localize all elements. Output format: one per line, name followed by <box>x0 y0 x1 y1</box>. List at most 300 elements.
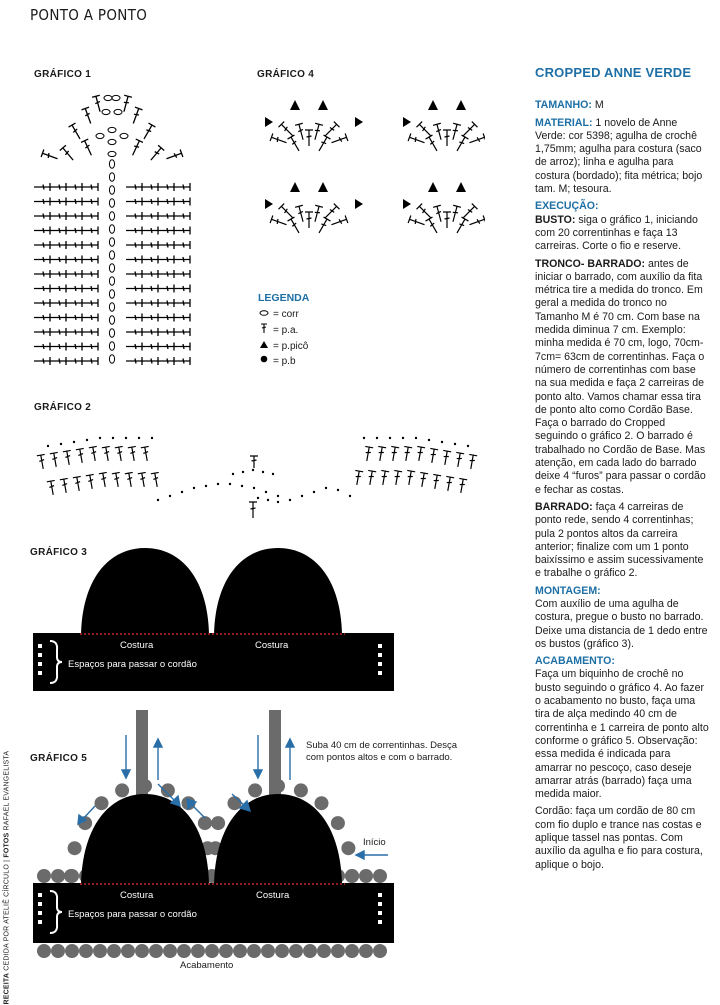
pa-stitch-icon <box>50 343 66 351</box>
dot-icon <box>301 495 303 497</box>
pa-stitch-icon <box>63 450 73 465</box>
grafico-3-labels <box>0 540 500 700</box>
busto-value: siga o gráfico 1, iniciando com 20 correntinhas e faça 13 carreiras. Corte o fio e reserve. <box>535 213 698 253</box>
chain-icon <box>109 329 114 337</box>
dot-icon <box>60 443 62 445</box>
pa-stitch-icon <box>418 472 428 487</box>
pa-stitch-icon <box>158 285 174 293</box>
bead-icon <box>294 783 308 797</box>
cordao-paragraph: Cordão: faça um cordão de 80 cm com fio duplo e trance nas costas e aplique tassel nas pontas. Com auxílio da agulha e fio para costura, aplique o bojo. <box>535 805 703 871</box>
pa-stitch-icon <box>34 212 50 220</box>
barrado-label: BARRADO: <box>535 500 593 513</box>
pa-stitch-icon <box>467 454 477 469</box>
dot-icon <box>73 441 75 443</box>
bead-icon <box>359 869 373 883</box>
montagem-paragraph: Com auxílio de uma agulha de costura, pregue o busto no barrado. Deixe uma distancia de 1 dedo entre os bustos (gráfico 3). <box>535 597 708 650</box>
dot-icon <box>337 489 339 491</box>
grafico-1-diagram <box>28 92 208 382</box>
picot-icon <box>456 182 466 192</box>
right-strap <box>269 710 281 802</box>
pa-stitch-icon <box>174 343 190 351</box>
pa-stitch-icon <box>126 270 142 278</box>
pa-stitch-icon <box>34 328 50 336</box>
chain-icon <box>120 133 128 138</box>
pa-stitch-icon <box>126 212 142 220</box>
chain-icon <box>109 160 114 168</box>
dot-icon <box>169 495 171 497</box>
pa-stitch-icon <box>34 227 50 235</box>
chain-icon <box>109 355 114 363</box>
credit-text-2: RAFAEL EVANGELISTA <box>3 750 11 833</box>
acabamento-paragraph: Faça um biquinho de crochê no busto seguindo o gráfico 4. Ao fazer o acabamento no busto, faça uma tira de alça medindo 40 cm de correntinha e 1 carreira de ponto alto conforme o gráfico 5. Observação: essa medida é indicada para amarrar no pescoço, caso deseje amarrar atrás (barrado) faça uma medida maior. <box>535 668 709 801</box>
bead-icon <box>373 869 387 883</box>
pa-stitch-icon <box>50 212 66 220</box>
pa-stitch-icon <box>126 314 142 322</box>
dot-icon <box>229 483 231 485</box>
pa-stitch-icon <box>129 139 143 157</box>
picot-icon <box>355 199 363 209</box>
pa-stitch-icon <box>142 241 158 249</box>
pa-stitch-icon <box>249 502 257 518</box>
ellipse-icon <box>258 307 270 322</box>
pa-stitch-icon <box>126 227 142 235</box>
legend-row-corr <box>258 307 309 322</box>
bead-icon <box>37 869 51 883</box>
bead-icon <box>79 944 93 958</box>
pa-stitch-icon <box>115 446 125 461</box>
barrado-paragraph <box>535 501 710 581</box>
pa-stitch-icon <box>392 470 402 485</box>
inicio-label: Início <box>363 837 386 848</box>
dot-icon <box>267 499 269 501</box>
pa-stitch-icon <box>60 145 76 162</box>
tamanho-value: M <box>591 99 604 112</box>
pa-stitch-icon <box>270 134 288 147</box>
pa-stitch-icon <box>288 217 303 235</box>
picot-icon <box>456 100 466 110</box>
pa-stitch-icon <box>142 343 158 351</box>
dot-icon <box>157 499 159 501</box>
bead-icon <box>163 944 177 958</box>
pa-stitch-icon <box>82 328 98 336</box>
pa-stitch-icon <box>34 343 50 351</box>
pa-stitch-icon <box>415 446 425 461</box>
chain-icon <box>104 95 112 100</box>
pa-stitch-icon <box>82 314 98 322</box>
dot-icon <box>232 473 234 475</box>
pa-stitch-icon <box>174 256 190 264</box>
tamanho-paragraph <box>535 99 710 112</box>
pa-stitch-icon <box>60 478 70 493</box>
dot-icon <box>86 439 88 441</box>
pa-stitch-icon <box>151 472 161 487</box>
pa-stitch-icon <box>142 357 158 365</box>
pa-stitch-icon <box>316 135 331 153</box>
picot-icon <box>428 182 438 192</box>
legend-title: LEGENDA <box>258 292 310 304</box>
dot-icon <box>193 487 195 489</box>
costura-label-right: Costura <box>255 640 289 651</box>
pa-stitch-icon <box>454 452 464 467</box>
dot-icon <box>217 483 219 485</box>
recipe-column <box>535 66 710 876</box>
bead-icon <box>275 944 289 958</box>
pa-stitch-icon <box>82 107 95 125</box>
pa-stitch-icon <box>389 446 399 461</box>
pa-stitch-icon <box>158 241 174 249</box>
bead-icon <box>289 944 303 958</box>
chain-icon <box>109 199 114 207</box>
pa-stitch-icon <box>50 328 66 336</box>
pa-stitch-icon <box>81 139 95 157</box>
pa-stitch-icon <box>82 299 98 307</box>
bead-icon <box>191 944 205 958</box>
dot-icon <box>138 437 140 439</box>
picot-icon <box>355 117 363 127</box>
pa-stitch-icon <box>441 450 451 465</box>
dot-icon <box>277 501 279 503</box>
pa-stitch-icon <box>66 314 82 322</box>
pa-stitch-icon <box>126 256 142 264</box>
bead-icon <box>115 783 129 797</box>
picot-icon <box>428 100 438 110</box>
legend-label: = p.picô <box>273 341 309 352</box>
dot-icon <box>441 441 443 443</box>
pa-stitch-icon <box>69 123 84 141</box>
pa-stitch-icon <box>142 183 158 191</box>
pa-stitch-icon <box>158 256 174 264</box>
pa-stitch-icon <box>50 270 66 278</box>
pa-stitch-icon <box>379 470 389 485</box>
dot-icon <box>47 445 49 447</box>
pa-stitch-icon <box>66 183 82 191</box>
pa-stitch-icon <box>50 285 66 293</box>
pa-stitch-icon <box>82 256 98 264</box>
bead-icon <box>359 944 373 958</box>
chain-icon <box>109 277 114 285</box>
pa-stitch-icon <box>126 328 142 336</box>
pa-stitch-icon <box>305 130 313 146</box>
pa-stitch-icon <box>330 216 348 229</box>
pa-stitch-icon <box>431 474 441 489</box>
pa-stitch-icon <box>142 198 158 206</box>
dot-icon <box>242 471 244 473</box>
pa-stitch-icon <box>250 456 258 468</box>
picot-icon <box>265 199 273 209</box>
chain-icon <box>109 290 114 298</box>
material-value: 1 novelo de Anne Verde: cor 5398; agulha de crochê 1,75mm; agulha para costura (saco de arroz); linha e agulha para costura (bordado); fita métrica; bojo tam. M; tesoura. <box>535 116 703 196</box>
pa-stitch-icon <box>433 123 445 141</box>
bead-icon <box>135 944 149 958</box>
chain-icon <box>109 264 114 272</box>
pa-stitch-icon <box>66 256 82 264</box>
pa-stitch-icon <box>66 227 82 235</box>
bead-icon <box>107 944 121 958</box>
pa-stitch-icon <box>142 256 158 264</box>
bead-icon <box>345 869 359 883</box>
pa-stitch-icon <box>408 216 426 229</box>
grafico-5-note: Suba 40 cm de correntinhas. Desça com pontos altos e com o barrado. <box>306 740 458 763</box>
pa-stitch-icon <box>126 198 142 206</box>
dot-icon <box>241 485 243 487</box>
pa-stitch-icon <box>41 150 59 163</box>
pa-stitch-icon <box>66 357 82 365</box>
pa-stitch-icon <box>311 123 323 141</box>
bead-icon <box>68 841 82 855</box>
pa-stitch-icon <box>174 299 190 307</box>
costura-label-left: Costura <box>120 890 154 901</box>
chain-icon <box>96 133 104 138</box>
pa-stitch-icon <box>126 357 142 365</box>
pa-stitch-icon <box>449 205 461 223</box>
pa-stitch-icon <box>50 357 66 365</box>
pa-stitch-icon <box>66 270 82 278</box>
pa-stitch-icon <box>174 285 190 293</box>
pa-stitch-icon <box>158 227 174 235</box>
dot-icon <box>277 495 279 497</box>
picot-icon <box>403 199 411 209</box>
pa-stitch-icon <box>73 476 83 491</box>
pa-stitch-icon <box>174 328 190 336</box>
pa-stitch-icon <box>34 256 50 264</box>
bead-icon <box>95 796 109 810</box>
triangle-icon <box>258 339 270 354</box>
pa-stitch-icon <box>66 343 82 351</box>
grafico-2-diagram <box>28 428 498 528</box>
dot-icon <box>454 443 456 445</box>
bead-icon <box>37 944 51 958</box>
pa-stitch-icon <box>353 470 363 485</box>
dot-icon <box>262 471 264 473</box>
bead-icon <box>247 944 261 958</box>
picot-icon <box>318 100 328 110</box>
pa-stitch-icon <box>37 454 47 469</box>
dot-icon <box>349 495 351 497</box>
pa-stitch-icon <box>34 357 50 365</box>
chain-icon <box>109 212 114 220</box>
pa-stitch-icon <box>82 270 98 278</box>
dot-icon <box>313 491 315 493</box>
bead-icon <box>331 816 345 830</box>
pa-stitch-icon <box>468 134 485 147</box>
bead-icon <box>233 944 247 958</box>
acabamento-label: Acabamento <box>180 960 234 971</box>
chain-icon <box>109 238 114 246</box>
pa-stitch-icon <box>158 212 174 220</box>
legend-label: = p.b <box>273 356 296 367</box>
legend <box>258 291 309 369</box>
chain-icon <box>109 173 114 181</box>
tronco-paragraph <box>535 258 710 497</box>
pa-stitch-icon <box>305 212 313 228</box>
pa-stitch-icon <box>288 135 303 153</box>
pa-stitch-icon <box>158 299 174 307</box>
pa-stitch-icon <box>311 205 323 223</box>
recipe-title: CROPPED ANNE VERDE <box>535 65 692 80</box>
bead-icon <box>65 869 79 883</box>
dot-icon <box>272 473 274 475</box>
pa-stitch-icon <box>125 472 135 487</box>
pa-stitch-icon <box>408 134 426 147</box>
pa-stitch-icon <box>126 343 142 351</box>
pa-stitch-icon <box>376 446 386 461</box>
pa-stitch-icon <box>270 216 288 229</box>
dot-icon <box>402 437 404 439</box>
bead-icon <box>51 944 65 958</box>
pa-stitch-icon <box>102 446 112 461</box>
picot-icon <box>318 182 328 192</box>
bead-icon <box>315 796 329 810</box>
dot-icon <box>289 499 291 501</box>
pa-stitch-icon <box>142 328 158 336</box>
bead-icon <box>219 944 233 958</box>
bead-icon <box>211 816 225 830</box>
pa-stitch-icon <box>142 270 158 278</box>
pa-stitch-icon <box>443 130 451 146</box>
pa-stitch-icon <box>138 472 148 487</box>
pa-stitch-icon <box>50 183 66 191</box>
tamanho-label: TAMANHO: <box>535 99 592 112</box>
pa-stitch-icon <box>174 357 190 365</box>
pa-stitch-icon <box>158 328 174 336</box>
pa-stitch-icon <box>34 285 50 293</box>
bead-icon <box>51 869 65 883</box>
pa-stitch-icon <box>174 314 190 322</box>
tronco-value: antes de iniciar o barrado, com auxílio da fita métrica tire a medida do tronco. Em geral a medida do tronco no Tamanho M é 70 cm. Com base na medida diminua 7 cm. Exemplo: minha medida é 70 cm, logo, 70cm-7cm= 63cm de correntinhas. Faça o número de correntinhas com base na sua medida e faça 2 carreiras de ponto alto. Vamos chamar essa tira de ponto alto como Cordão Base. Faça o barrado do Cropped seguindo o gráfico 2. O barrado é trabalhado no Cordão de Base. Mas atenção, em cada lado do barrado deixe 4 “furos” para passar o cordão e fechar as costas. <box>535 257 706 496</box>
chain-icon <box>108 127 116 132</box>
pa-stitch-icon <box>405 470 415 485</box>
legend-row-pa <box>258 322 309 339</box>
chain-icon <box>109 316 114 324</box>
legend-label: = p.a. <box>273 325 299 336</box>
legend-row-pb <box>258 354 309 369</box>
pa-stitch-icon <box>130 107 143 125</box>
pa-stitch-icon <box>50 256 66 264</box>
dot-icon <box>265 491 267 493</box>
grafico-5-label: GRÁFICO 5 <box>30 753 88 764</box>
pa-stitch-icon <box>158 198 174 206</box>
pa-stitch-icon <box>428 448 438 463</box>
pa-stitch-icon <box>66 198 82 206</box>
dot-icon <box>112 437 114 439</box>
pa-stitch-icon <box>158 183 174 191</box>
bead-icon <box>65 944 79 958</box>
barrado-value: faça 4 carreiras de ponto rede, sendo 4 correntinhas; pula 2 pontos altos da carreira anterior; finalize com um 1 ponto baixíssimo e assim sucessivamente e trabalhe o gráfico 2. <box>535 500 704 580</box>
pa-stitch-icon <box>174 227 190 235</box>
pa-stitch-icon <box>47 480 57 495</box>
pa-stitch-icon <box>158 314 174 322</box>
pa-stitch-icon <box>50 314 66 322</box>
pa-stitch-icon <box>34 198 50 206</box>
pa-stitch-icon <box>174 270 190 278</box>
busto-label: BUSTO: <box>535 213 576 226</box>
material-label: MATERIAL: <box>535 116 593 129</box>
pa-stitch-icon <box>174 212 190 220</box>
grafico-2-label: GRÁFICO 2 <box>34 402 92 413</box>
espacos-label: Espaços para passar o cordão <box>68 909 197 920</box>
chain-icon <box>109 303 114 311</box>
pa-stitch-icon <box>66 285 82 293</box>
chain-icon <box>102 109 110 114</box>
acabamento-heading: ACABAMENTO: <box>535 655 615 668</box>
pa-stitch-icon <box>449 123 461 141</box>
pa-stitch-icon <box>34 299 50 307</box>
costura-label-right: Costura <box>256 890 290 901</box>
pa-stitch-icon <box>34 183 50 191</box>
pa-stitch-icon <box>50 198 66 206</box>
pa-stitch-icon <box>426 135 441 153</box>
pa-stitch-icon <box>330 134 348 147</box>
bead-icon <box>149 944 163 958</box>
chain-icon <box>109 225 114 233</box>
pa-stitch-icon <box>174 198 190 206</box>
picot-icon <box>290 182 300 192</box>
pa-stitch-icon <box>126 285 142 293</box>
pa-stitch-icon <box>165 150 183 163</box>
pa-stitch-icon <box>454 217 469 235</box>
pa-stitch-icon <box>82 343 98 351</box>
pa-stitch-icon <box>99 472 109 487</box>
pa-stitch-icon <box>82 357 98 365</box>
material-paragraph <box>535 117 710 197</box>
pa-stitch-icon <box>174 183 190 191</box>
execucao-heading: EXECUÇÃO: <box>535 200 599 213</box>
dot-icon <box>151 437 153 439</box>
pa-stitch-icon <box>433 205 445 223</box>
pa-stitch-icon <box>50 241 66 249</box>
busto-paragraph <box>535 214 710 254</box>
costura-label-left: Costura <box>120 640 154 651</box>
bead-icon <box>345 944 359 958</box>
dot-icon <box>181 491 183 493</box>
arrow-head-icon <box>122 770 130 778</box>
pa-stitch-icon <box>50 452 60 467</box>
legend-label: = corr <box>273 309 299 320</box>
pa-stitch-icon <box>34 241 50 249</box>
pa-stitch-icon <box>82 227 98 235</box>
pa-stitch-icon <box>142 314 158 322</box>
pa-stitch-icon <box>112 472 122 487</box>
bead-icon <box>161 783 175 797</box>
pa-stitch-icon <box>366 470 376 485</box>
bead-icon <box>373 944 387 958</box>
tronco-label: TRONCO- BARRADO: <box>535 257 646 270</box>
bead-icon <box>93 944 107 958</box>
pa-stitch-icon <box>126 241 142 249</box>
pa-stitch-icon <box>82 285 98 293</box>
page-header: PONTO A PONTO <box>30 6 148 24</box>
pa-stitch-icon <box>457 478 467 493</box>
bead-icon <box>121 944 135 958</box>
legend-row-picot <box>258 339 309 354</box>
dot-icon <box>258 354 270 369</box>
pa-stitch-icon <box>66 328 82 336</box>
pa-stitch-icon <box>158 270 174 278</box>
picot-icon <box>290 100 300 110</box>
pa-stitch-icon <box>363 446 373 461</box>
dot-icon <box>428 439 430 441</box>
dot-icon <box>99 437 101 439</box>
pa-stitch-icon <box>66 299 82 307</box>
pa-stitch-icon <box>50 227 66 235</box>
pa-stitch-icon <box>82 241 98 249</box>
pa-stitch-icon <box>89 446 99 461</box>
left-strap <box>136 710 148 802</box>
pa-stitch-icon <box>316 217 331 235</box>
pa-stitch-icon <box>148 145 164 162</box>
bead-icon <box>198 816 212 830</box>
pa-stitch-icon <box>158 357 174 365</box>
